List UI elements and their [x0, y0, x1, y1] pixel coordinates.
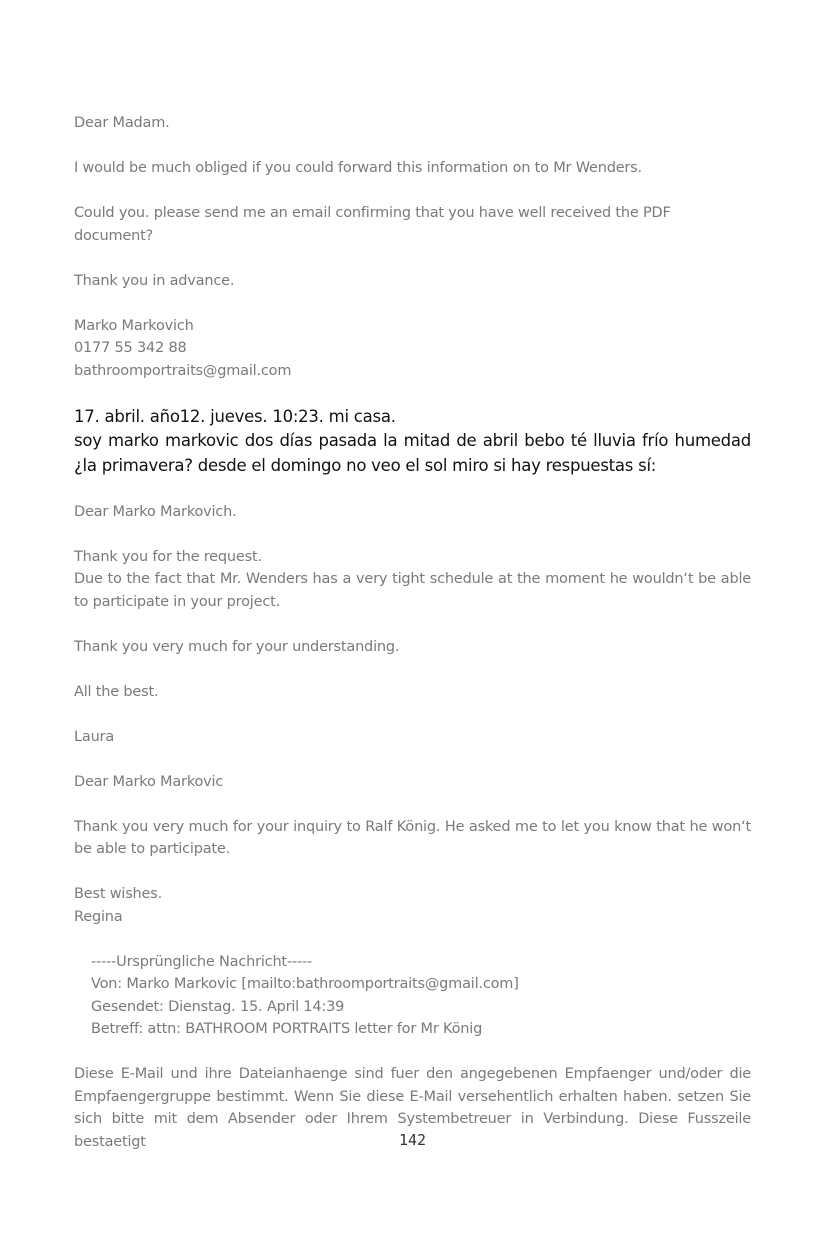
reply2-line1: Thank you very much for your inquiry to Ralf König. He asked me to let you know that he won‘t be able to participate.: [74, 818, 751, 857]
signature-name: Marko Markovich: [74, 317, 194, 334]
reply2-signature: Regina: [74, 908, 123, 925]
email-disclaimer: Diese E-Mail und ihre Dateianhaenge sind fuer den angegebenen Empfaenger und/oder die Empfaengergruppe bestimmt. Wenn Sie diese E-Mail versehentlich erhalten haben. setzen Sie sich bitte mit dem Absender oder Ihrem Systembetreuer in Verbindung. Diese Fusszeile bestaetigt: [74, 1066, 751, 1150]
reply2-greeting: Dear Marko Markovic: [74, 773, 224, 790]
reply2-closing: Best wishes.: [74, 886, 163, 902]
letter1-line2: Could you. please send me an email confirming that you have well received the PDF document?: [74, 205, 671, 244]
letter1-line3: Thank you in advance.: [74, 272, 235, 289]
reply1-line2: Due to the fact that Mr. Wenders has a very tight schedule at the moment he wouldn‘t be able to participate in your project.: [74, 571, 751, 610]
original-message-header: -----Ursprüngliche Nachricht-----: [91, 953, 313, 970]
reply1-line3: Thank you very much for your understanding.: [74, 638, 400, 655]
reply1-closing: All the best.: [74, 683, 159, 700]
diary-date-line: 17. abril. año12. jueves. 10:23. mi casa.: [74, 406, 396, 426]
reply1-greeting: Dear Marko Markovich.: [74, 503, 237, 520]
original-message-from: Von: Marko Markovic [mailto:bathroomportraits@gmail.com]: [91, 976, 519, 992]
reply1-line1: Thank you for the request.: [74, 548, 262, 565]
original-message-sent: Gesendet: Dienstag. 15. April 14:39: [91, 998, 345, 1015]
reply1-signature: Laura: [74, 728, 115, 745]
signature-phone: 0177 55 342 88: [74, 340, 187, 356]
letter1-greeting: Dear Madam.: [74, 115, 170, 131]
diary-text: soy marko markovic dos días pasada la mitad de abril bebo té lluvia frío humedad ¿la primavera? desde el domingo no veo el sol miro si hay respuestas sí:: [74, 431, 751, 475]
original-message-subject: Betreff: attn: BATHROOM PORTRAITS letter for Mr König: [91, 1021, 483, 1037]
page-body: [74, 112, 751, 1153]
page-number: 142: [398, 1131, 427, 1149]
letter1-line1: I would be much obliged if you could forward this information on to Mr Wenders.: [74, 160, 642, 176]
signature-email: bathroomportraits@gmail.com: [74, 362, 292, 379]
